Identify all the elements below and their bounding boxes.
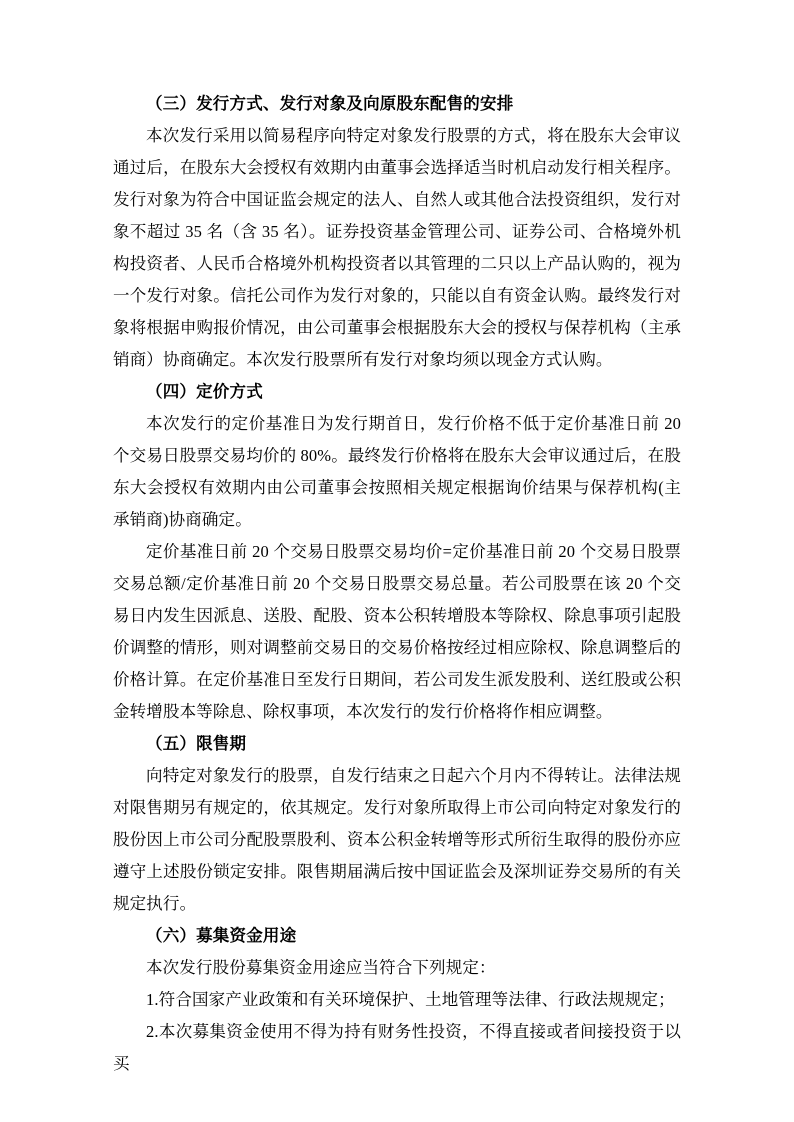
page-content: [113, 88, 681, 1080]
paragraph-pricing-formula: 定价基准日前 20 个交易日股票交易均价=定价基准日前 20 个交易日股票交易总额/定价基准日前 20 个交易日股票交易总量。若公司股票在该 20 个交易日内发生因派息、送股、配股、资本公积转增股本等除权、除息事项引起股价调整的情形，则对调整前交易日的交易价格按经过相应除权、除息调整后的价格计算。在定价基准日至发行日期间，若公司发生派发股利、送红股或公积金转增股本等除息、除权事项，本次发行的发行价格将作相应调整。: [113, 542, 681, 721]
section-heading-5: （五）限售期: [146, 735, 247, 753]
paragraph-lockup: 向特定对象发行的股票，自发行结束之日起六个月内不得转让。法律法规对限售期另有规定的，依其规定。发行对象所取得上市公司向特定对象发行的股份因上市公司分配股票股利、资本公积金转增等形式所衍生取得的股份亦应遵守上述股份锁定安排。限售期届满后按中国证监会及深圳证券交易所的有关规定执行。: [113, 766, 681, 913]
paragraph-pricing-basis: 本次发行的定价基准日为发行期首日，发行价格不低于定价基准日前 20 个交易日股票交易均价的 80%。最终发行价格将在股东大会审议通过后，在股东大会授权有效期内由公司董事会按照相关规定根据询价结果与保荐机构(主承销商)协商确定。: [113, 414, 681, 529]
paragraph-use-of-proceeds-intro: 本次发行股份募集资金用途应当符合下列规定：: [146, 958, 496, 977]
paragraph-use-of-proceeds-item-2: 2.本次募集资金使用不得为持有财务性投资，不得直接或者间接投资于以买: [113, 1022, 681, 1073]
paragraph-use-of-proceeds-item-1: 1.符合国家产业政策和有关环境保护、土地管理等法律、行政法规规定；: [146, 990, 675, 1009]
section-heading-3: （三）发行方式、发行对象及向原股东配售的安排: [146, 95, 514, 113]
paragraph-issue-method: 本次发行采用以简易程序向特定对象发行股票的方式，将在股东大会审议通过后，在股东大会授权有效期内由董事会选择适当时机启动发行相关程序。发行对象为符合中国证监会规定的法人、自然人或其他合法投资组织，发行对象不超过 35 名（含 35 名）。证券投资基金管理公司、证券公司、合格境外机构投资者、人民币合格境外机构投资者以其管理的二只以上产品认购的，视为一个发行对象。信托公司作为发行对象的，只能以自有资金认购。最终发行对象将根据申购报价情况，由公司董事会根据股东大会的授权与保荐机构（主承销商）协商确定。本次发行股票所有发行对象均须以现金方式认购。: [113, 126, 681, 369]
section-heading-6: （六）募集资金用途: [146, 927, 297, 945]
section-heading-4: （四）定价方式: [146, 383, 263, 401]
